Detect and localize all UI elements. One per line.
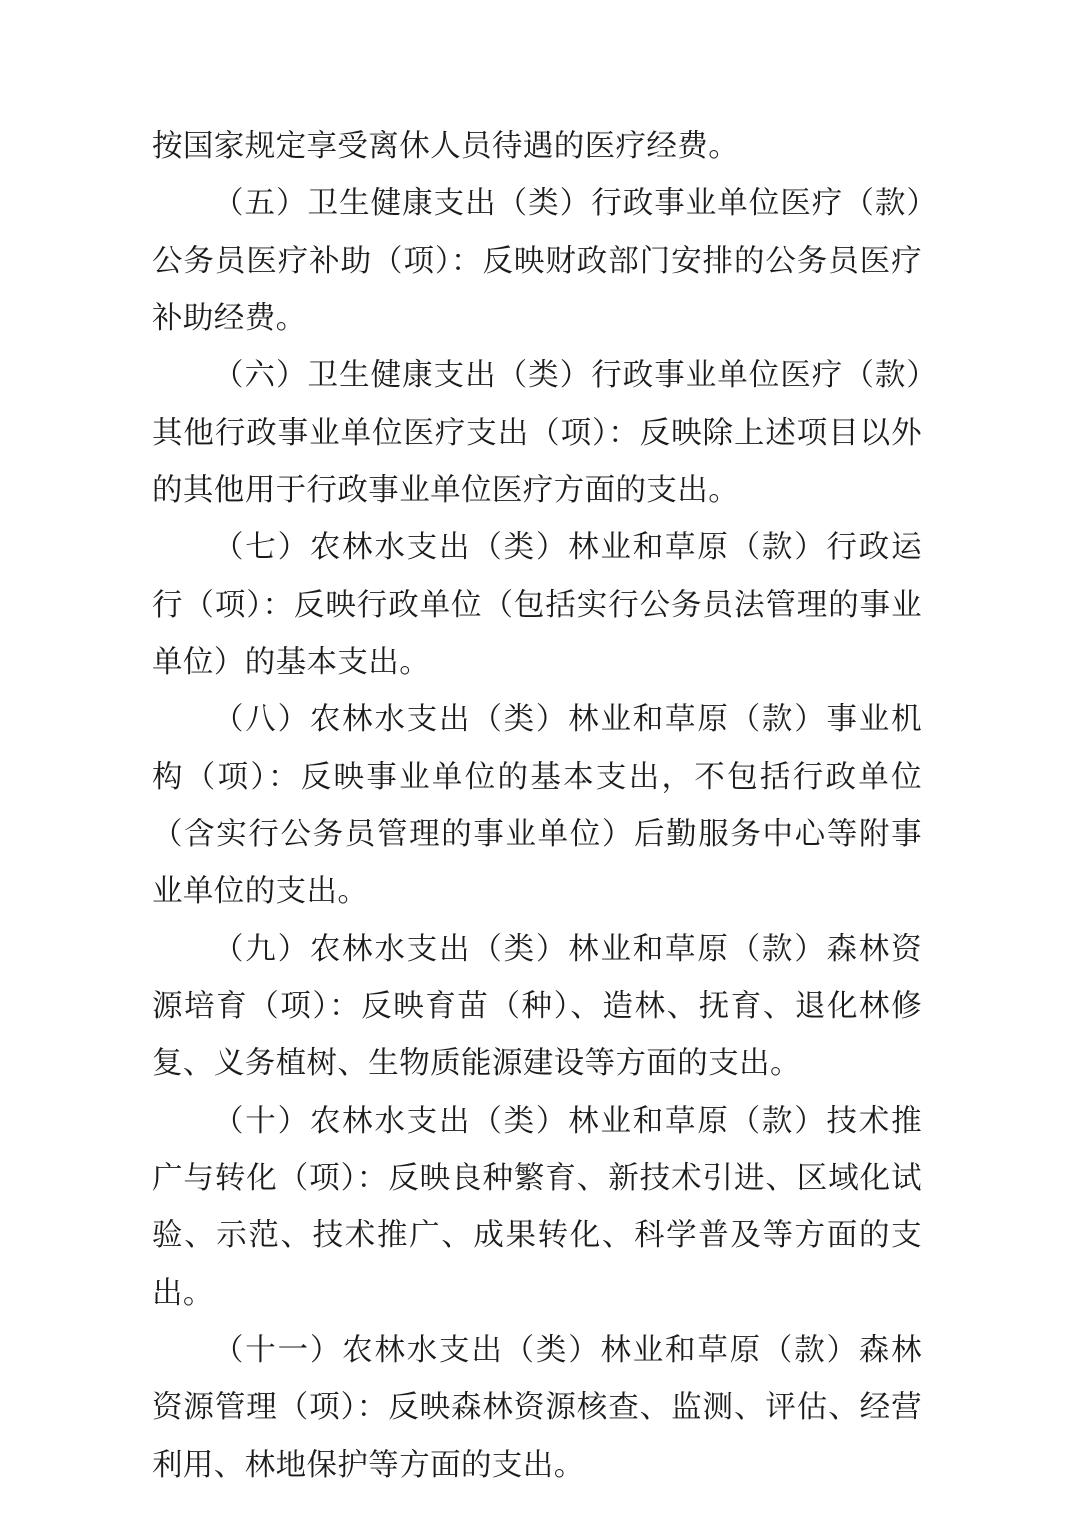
paragraph-item-10: （十）农林水支出（类）林业和草原（款）技术推广与转化（项）：反映良种繁育、新技术引进、区域化试验、示范、技术推广、成果转化、科学普及等方面的支出。 xyxy=(152,1103,922,1310)
paragraph-item-11: （十一）农林水支出（类）林业和草原（款）森林资源管理（项）：反映森林资源核查、监测、评估、经营利用、林地保护等方面的支出。 xyxy=(152,1332,922,1482)
paragraph-item-6: （六）卫生健康支出（类）行政事业单位医疗（款）其他行政事业单位医疗支出（项）：反映除上述项目以外的其他用于行政事业单位医疗方面的支出。 xyxy=(152,358,922,507)
paragraph-continuation: 按国家规定享受离休人员待遇的医疗经费。 xyxy=(152,129,740,163)
paragraph-item-9: （九）农林水支出（类）林业和草原（款）森林资源培育（项）：反映育苗（种）、造林、抚育、退化林修复、义务植树、生物质能源建设等方面的支出。 xyxy=(152,931,922,1081)
paragraph-item-7: （七）农林水支出（类）林业和草原（款）行政运行（项）：反映行政单位（包括实行公务员法管理的事业单位）的基本支出。 xyxy=(152,530,922,679)
document-body xyxy=(152,118,922,1494)
paragraph-item-5: （五）卫生健康支出（类）行政事业单位医疗（款）公务员医疗补助（项）：反映财政部门安排的公务员医疗补助经费。 xyxy=(152,186,922,335)
paragraph-item-8: （八）农林水支出（类）林业和草原（款）事业机构（项）：反映事业单位的基本支出，不包括行政单位（含实行公务员管理的事业单位）后勤服务中心等附事业单位的支出。 xyxy=(152,702,922,909)
